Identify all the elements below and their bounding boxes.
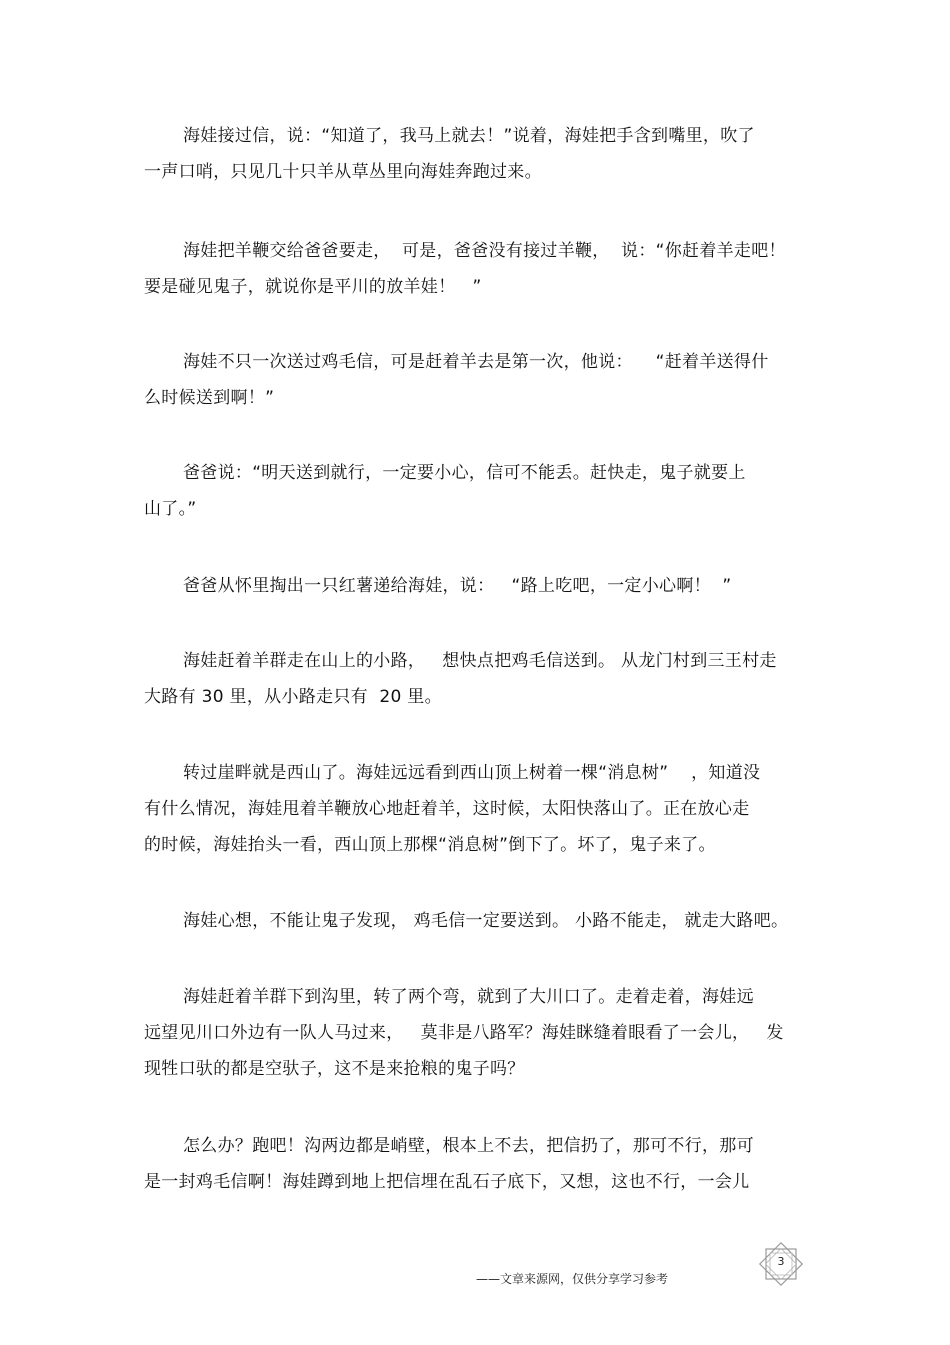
text-line: 转过崖畔就是西山了。海娃远远看到西山顶上树着一棵“消息树” ，知道没 bbox=[183, 763, 761, 783]
text-line: 海娃不只一次送过鸡毛信，可是赶着羊去是第一次，他说： “赶着羊送得什 bbox=[183, 352, 769, 372]
page-number: 3 bbox=[777, 1255, 785, 1268]
text-line: 是一封鸡毛信啊！海娃蹲到地上把信埋在乱石子底下，又想，这也不行，一会儿 bbox=[144, 1172, 750, 1192]
text-line: 怎么办？跑吧！沟两边都是峭壁，根本上不去，把信扔了，那可不行，那可 bbox=[183, 1136, 754, 1156]
text-line: 大路有 30 里，从小路走只有 20 里。 bbox=[144, 687, 442, 707]
text-line: 海娃接过信，说：“知道了，我马上就去！”说着，海娃把手含到嘴里，吹了 bbox=[183, 126, 755, 146]
text-line: 的时候，海娃抬头一看，西山顶上那棵“消息树”倒下了。坏了，鬼子来了。 bbox=[144, 835, 716, 855]
text-line: 有什么情况，海娃甩着羊鞭放心地赶着羊，这时候，太阳快落山了。正在放心走 bbox=[144, 799, 750, 819]
page-number-badge bbox=[756, 1240, 806, 1288]
text-line: 海娃心想，不能让鬼子发现， 鸡毛信一定要送到。 小路不能走， 就走大路吧。 bbox=[183, 911, 789, 931]
text-line: 现牲口驮的都是空驮子，这不是来抢粮的鬼子吗？ bbox=[144, 1059, 525, 1079]
text-line: 一声口哨，只见几十只羊从草丛里向海娃奔跑过来。 bbox=[144, 162, 542, 182]
text-line: 海娃赶着羊群下到沟里，转了两个弯，就到了大川口了。走着走着，海娃远 bbox=[183, 987, 754, 1007]
text-line: 要是碰见鬼子，就说你是平川的放羊娃！ ” bbox=[144, 277, 482, 297]
text-line: 爸爸说：“明天送到就行，一定要小心，信可不能丢。赶快走，鬼子就要上 bbox=[183, 463, 746, 483]
text-line: 山了。” bbox=[144, 499, 197, 519]
text-line: 海娃赶着羊群走在山上的小路， 想快点把鸡毛信送到。 从龙门村到三王村走 bbox=[183, 651, 777, 671]
text-line: 么时候送到啊！” bbox=[144, 388, 275, 408]
text-line: 远望见川口外边有一队人马过来， 莫非是八路军？海娃眯缝着眼看了一会儿， 发 bbox=[144, 1023, 784, 1043]
text-line: 海娃把羊鞭交给爸爸要走， 可是，爸爸没有接过羊鞭， 说：“你赶着羊走吧！ bbox=[183, 241, 786, 261]
footer-source-text: ——文章来源网，仅供分享学习参考 bbox=[476, 1272, 669, 1286]
text-line: 爸爸从怀里掏出一只红薯递给海娃，说： “路上吃吧，一定小心啊！ ” bbox=[183, 576, 732, 596]
